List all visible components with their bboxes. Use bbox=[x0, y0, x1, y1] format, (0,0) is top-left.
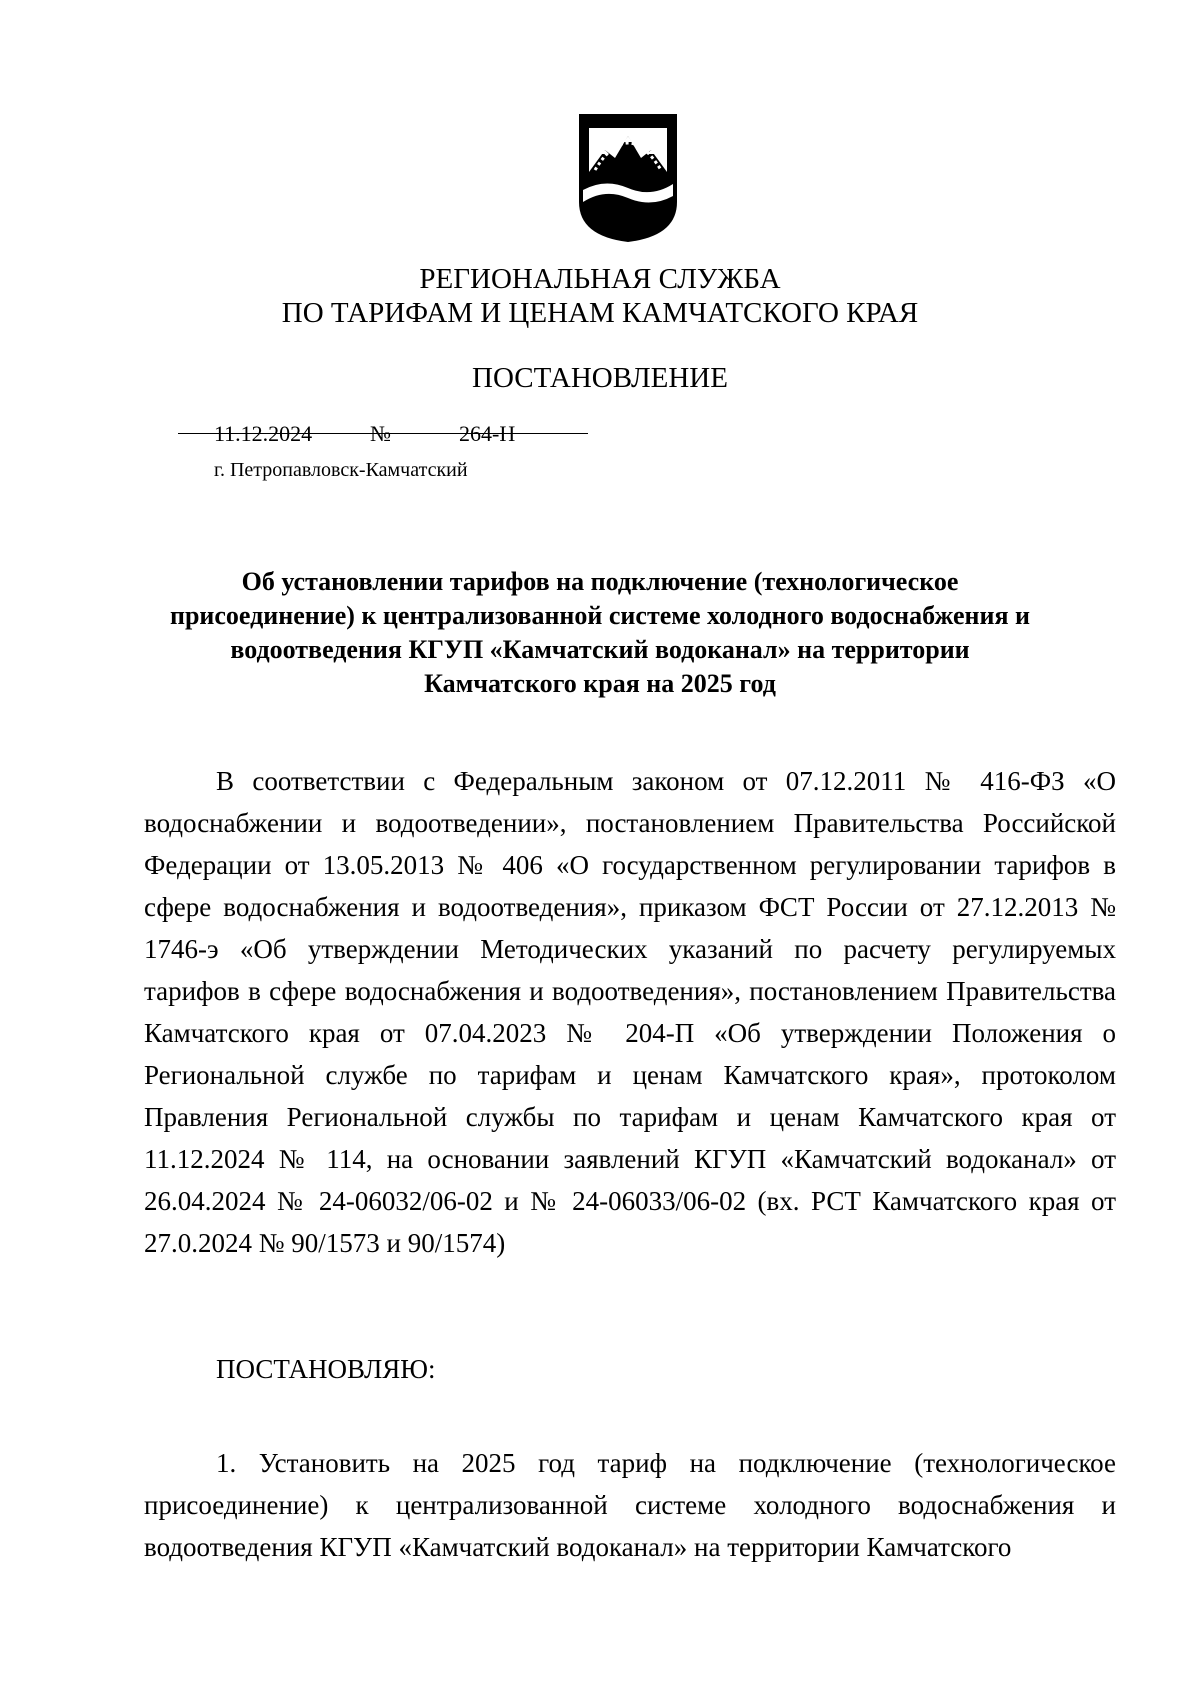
document-number: 264-Н bbox=[459, 421, 516, 446]
clause-1-paragraph: 1. Установить на 2025 год тариф на подключение (технологическое присоединение) к централизованной системе холодного водоснабжения и водоотведения КГУП «Камчатский водоканал» на территории Камчатского bbox=[144, 1448, 1116, 1562]
title-line: Об установлении тарифов на подключение (технологическое bbox=[241, 567, 959, 596]
title-line: присоединение) к централизованной системе холодного водоснабжения и bbox=[169, 601, 1031, 630]
preamble-paragraph: В соответствии с Федеральным законом от 07.12.2011 № 416-ФЗ «О водоснабжении и водоотведении», постановлением Правительства Российской Федерации от 13.05.2013 № 406 «О государственном регулировании тарифов в сфере водоснабжения и водоотведения», приказом ФСТ России от 27.12.2013 № 1746-э «Об утверждении Методических указаний по расчету регулируемых тарифов в сфере водоснабжения и водоотведения», постановлением Правительства Камчатского края от 07.04.2023 № 204-П «Об утверждении Положения о Региональной службе по тарифам и ценам Камчатского края», протоколом Правления Региональной службы по тарифам и ценам Камчатского края от 11.12.2024 № 114, на основании заявлений КГУП «Камчатский водоканал» от 26.04.2024 № 24-06032/06-02 и № 24-06033/06-02 (вх. РСТ Камчатского края от 27.0.2024 № 90/1573 и 90/1574) bbox=[144, 766, 1116, 1258]
decree-heading: ПОСТАНОВЛЯЮ: bbox=[216, 1354, 436, 1384]
document-type: ПОСТАНОВЛЕНИЕ bbox=[472, 362, 728, 394]
document-title bbox=[140, 565, 1060, 701]
document-date: 11.12.2024 bbox=[214, 421, 313, 446]
number-sign: № bbox=[370, 421, 391, 446]
org-name-line-2: ПО ТАРИФАМ И ЦЕНАМ КАМЧАТСКОГО КРАЯ bbox=[281, 297, 919, 329]
org-name-line-1: РЕГИОНАЛЬНАЯ СЛУЖБА bbox=[419, 263, 781, 295]
title-line: Камчатского края на 2025 год bbox=[424, 669, 776, 698]
title-line: водоотведения КГУП «Камчатский водоканал» на территории bbox=[230, 635, 970, 664]
document-city: г. Петропавловск-Камчатский bbox=[214, 459, 468, 481]
coat-of-arms-kamchatka-icon bbox=[575, 110, 681, 244]
